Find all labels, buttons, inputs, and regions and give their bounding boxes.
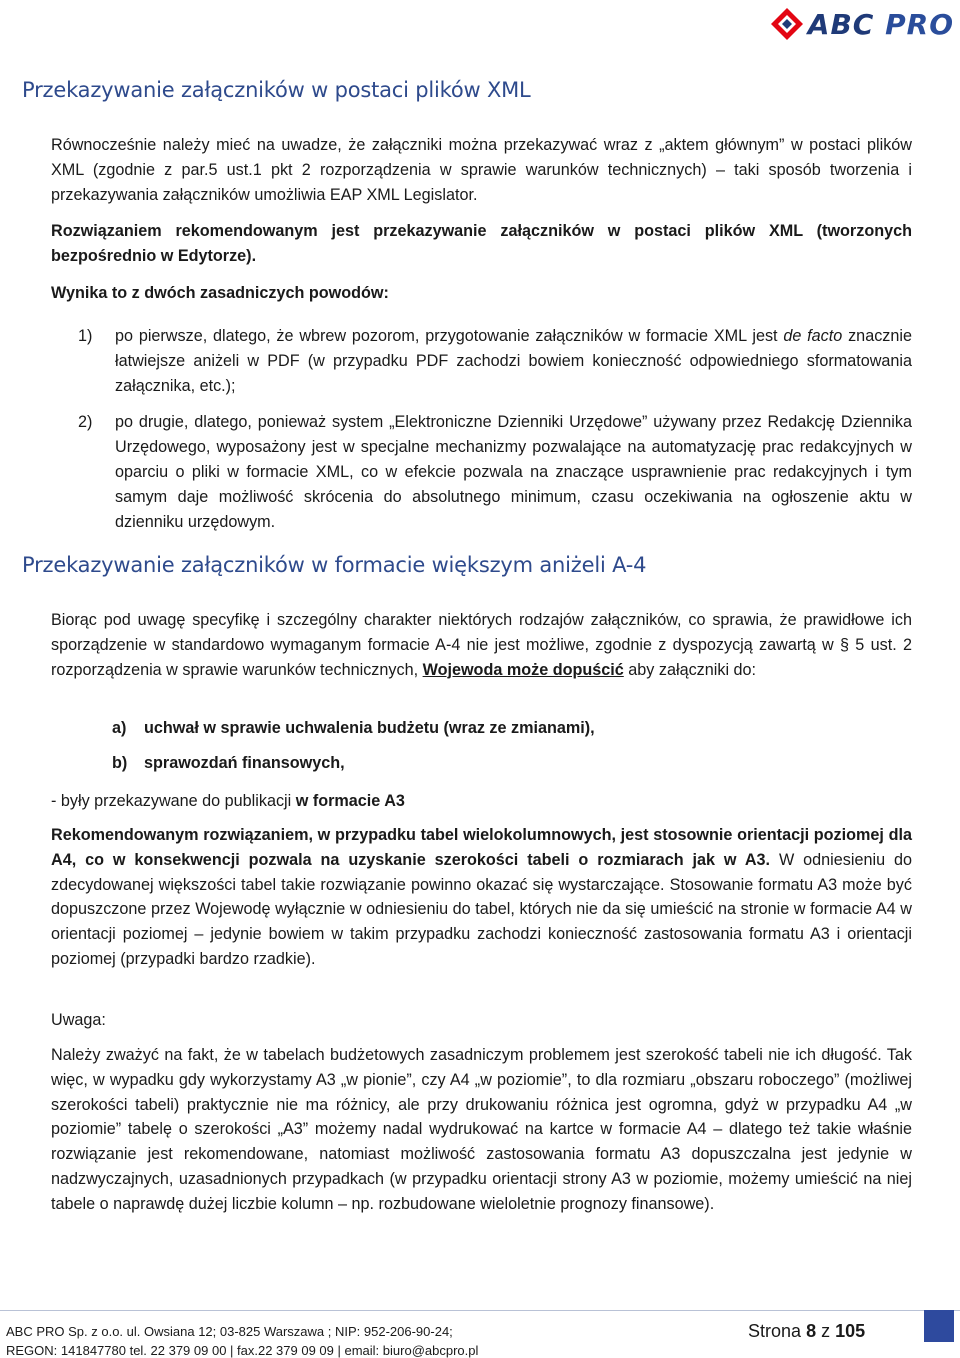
footer-divider bbox=[0, 1310, 960, 1311]
list-item: a) uchwał w sprawie uchwalenia budżetu (wraz ze zmianami), bbox=[112, 719, 595, 737]
paragraph-recommendation: Rekomendowanym rozwiązaniem, w przypadku tabel wielokolumnowych, jest stosownie orientacji poziomej dla A4, co w konsekwencji pozwala na uzyskanie szerokości tabeli o rozmiarach jak w A3. W odniesieniu do zdecydowanej większości tabel takie rozwiązanie powinno okazać się wystarczające. Stosowanie formatu A3 może być dopuszczone przez Wojewodę wyłącznie w odniesieniu do tabel, których nie da się umieścić na stronie w formacie A4 w orientacji poziomej – jedynie bowiem w takim przypadku zachodzi konieczność zastosowania formatu A3 i orientacji poziomej (przypadki bardzo rzadkie). bbox=[51, 826, 912, 968]
logo-mark-icon bbox=[770, 7, 804, 41]
list-item: 2) po drugie, dlatego, ponieważ system „Elektroniczne Dzienniki Urzędowe” używany przez Redakcję Dziennika Urzędowego, wyposażony jest w specjalne mechanizmy pozwalające na automatyzację prac redakcyjnych w oparciu o pliki w formacie XML, co w efekcie pozwala na znaczące usprawnienie prac redakcyjnych i tym samym daje możliwość skrócenia do absolutnego minimum, czasu oczekiwania na ogłoszenie aktu w dzienniku urzędowym. bbox=[78, 413, 912, 531]
paragraph-format: Biorąc pod uwagę specyfikę i szczególny charakter niektórych rodzajów załączników, co sprawia, że prawidłowe ich sporządzenie w standardowo wymaganym formacie A-4 nie jest możliwe, zgodnie z dyspozycją zawartą w § 5 ust. 2 rozporządzenia w sprawie warunków technicznych, Wojewoda może dopuścić aby załączniki do: bbox=[51, 611, 912, 679]
page-footer bbox=[0, 1310, 960, 1358]
logo-text: ABC PRO bbox=[807, 7, 954, 41]
paragraph-recommended: Rozwiązaniem rekomendowanym jest przekazywanie załączników w postaci plików XML (tworzonych bezpośrednio w Edytorze). bbox=[51, 222, 912, 265]
company-logo bbox=[770, 4, 954, 44]
footer-corner-block bbox=[924, 1310, 954, 1342]
section-heading-xml: Przekazywanie załączników w postaci plików XML bbox=[22, 78, 531, 102]
section-heading-a4: Przekazywanie załączników w formacie większym aniżeli A-4 bbox=[22, 553, 647, 577]
page-number: Strona 8 z 105 bbox=[748, 1321, 866, 1341]
paragraph-a3: - były przekazywane do publikacji w formacie A3 bbox=[51, 792, 405, 810]
list-item: b) sprawozdań finansowych, bbox=[112, 754, 345, 772]
footer-address: ABC PRO Sp. z o.o. ul. Owsiana 12; 03-825 Warszawa ; NIP: 952-206-90-24; bbox=[6, 1324, 453, 1339]
paragraph-intro: Równocześnie należy mieć na uwadze, że załączniki można przekazywać wraz z „aktem głównym” w postaci plików XML (zgodnie z par.5 ust.1 pkt 2 rozporządzenia w sprawie warunków technicznych) – taki sposób tworzenia i przekazywania załączników umożliwia EAP XML Legislator. bbox=[51, 136, 912, 204]
paragraph-reasons: Wynika to z dwóch zasadniczych powodów: bbox=[51, 284, 389, 302]
list-item: 1) po pierwsze, dlatego, że wbrew pozorom, przygotowanie załączników w formacie XML jest de facto znacznie łatwiejsze aniżeli w PDF (w przypadku PDF zachodzi bowiem konieczność odpowiedniego sformatowania załącznika, etc.); bbox=[78, 327, 912, 395]
reasons-list bbox=[78, 324, 912, 534]
paragraph-note: Należy zważyć na fakt, że w tabelach budżetowych zasadniczym problemem jest szerokość tabeli nie ich długość. Tak więc, w wypadku gdy wykorzystamy A3 „w pionie”, czy A4 „w poziomie”, to dla rozmiaru „obszaru roboczego” (możliwej szerokości tabeli) praktycznie nie ma różnicy, ale przy drukowaniu różnica jest ogromna, gdyż w przypadku A4 „w poziomie” tabelę o szerokości „A3” możemy nadal wydrukować na kartce w formacie A4 – dlatego też takie właśnie rozwiązanie jest rekomendowane, natomiast możliwość zastosowania formatu A3 dopuszczalna jest jedynie w nadzwyczajnych, uzasadnionych przypadkach (w przypadku orientacji strony A3 w poziomie, możemy umieścić na niej tabele o naprawdę dużej liczbie kolumn – np. rozbudowane wieloletnie prognozy finansowe). bbox=[51, 1046, 912, 1213]
footer-contact: REGON: 141847780 tel. 22 379 09 00 | fax.22 379 09 09 | email: biuro@abcpro.pl bbox=[6, 1343, 479, 1358]
note-label: Uwaga: bbox=[51, 1011, 106, 1029]
